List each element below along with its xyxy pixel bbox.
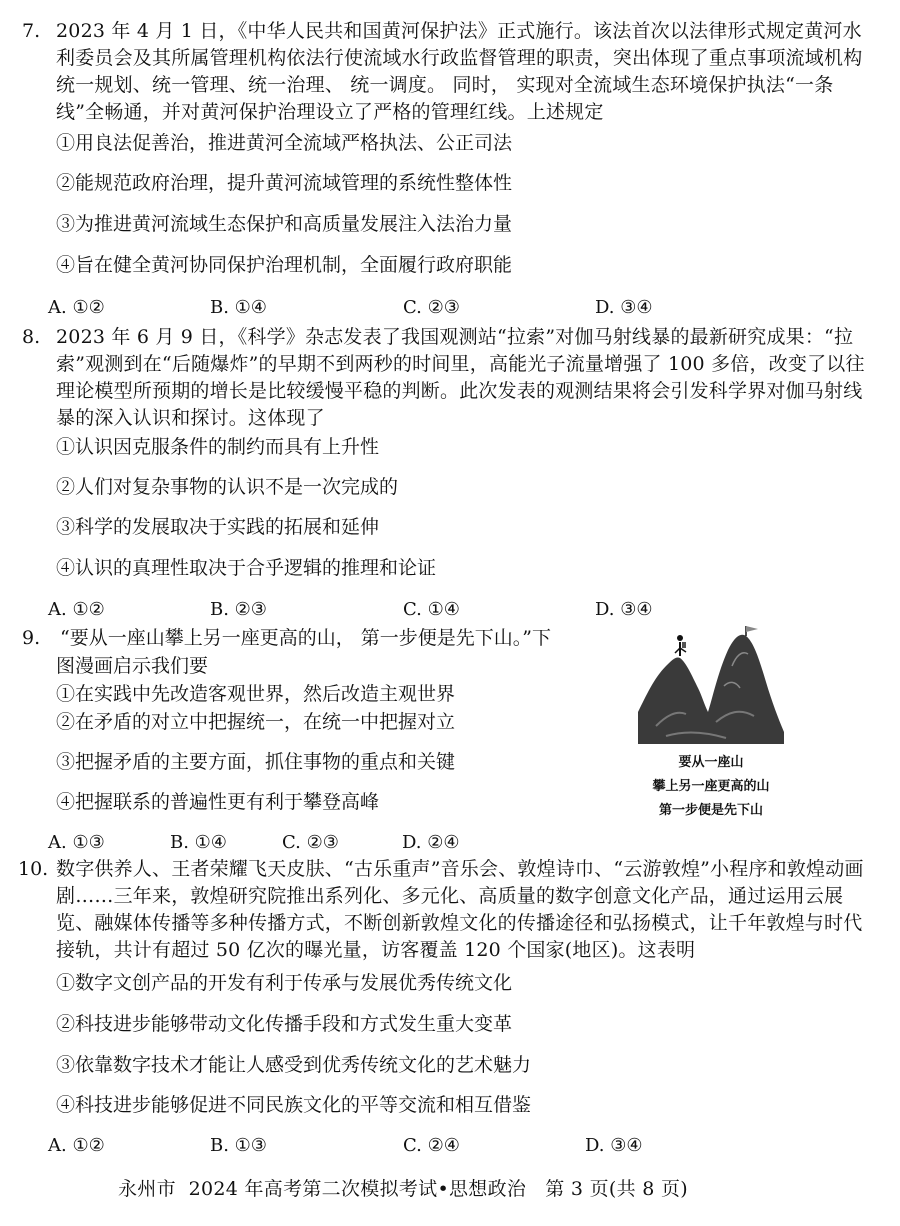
statement-2: ②在矛盾的对立中把握统一，在统一中把握对立 bbox=[56, 711, 456, 733]
choice-a: A. ①② bbox=[48, 297, 105, 318]
statement-3: ③为推进黄河流域生态保护和高质量发展注入法治力量 bbox=[56, 213, 513, 235]
caption-line-3: 第一步便是先下山 bbox=[658, 803, 764, 818]
statement-4: ④旨在健全黄河协同保护治理机制，全面履行政府职能 bbox=[56, 254, 513, 276]
statement-2: ②科技进步能够带动文化传播手段和方式发生重大变革 bbox=[56, 1013, 513, 1035]
statement-3: ③把握矛盾的主要方面，抓住事物的重点和关键 bbox=[56, 751, 456, 773]
statement-4: ④科技进步能够促进不同民族文化的平等交流和相互借鉴 bbox=[56, 1094, 532, 1116]
statement-3: ③科学的发展取决于实践的拓展和延伸 bbox=[56, 516, 380, 538]
cartoon-caption bbox=[652, 754, 769, 818]
choice-b: B. ①③ bbox=[210, 1135, 267, 1156]
choice-b: B. ②③ bbox=[210, 599, 267, 620]
question-number: 7. bbox=[22, 20, 41, 42]
choice-a: A. ①③ bbox=[48, 832, 105, 853]
question-number: 9. bbox=[22, 627, 41, 649]
statement-1: ①数字文创产品的开发有利于传承与发展优秀传统文化 bbox=[56, 972, 513, 994]
choice-b: B. ①④ bbox=[170, 832, 227, 853]
question-stem-line-2: 图漫画启示我们要 bbox=[56, 655, 209, 677]
mountain-illustration bbox=[636, 626, 786, 826]
statement-1: ①认识因克服条件的制约而具有上升性 bbox=[56, 436, 380, 458]
statement-4: ④把握联系的普遍性更有利于攀登高峰 bbox=[56, 791, 380, 813]
question-stem: 2023 年 6 月 9 日，《科学》杂志发表了我国观测站“拉索”对伽马射线暴的最新研究成果：“拉索”观测到在“后随爆炸”的早期不到两秒的时间里，高能光子流量增强了 100 多倍，改变了以往理论模型所预期的增长是比较缓慢平稳的判断。此次发表的观测结果将会引发科学界对伽马射线暴的深入认识和探讨。这体现了 bbox=[56, 326, 865, 429]
question-stem: 数字供养人、王者荣耀飞天皮肤、“古乐重声”音乐会、敦煌诗巾、“云游敦煌”小程序和敦煌动画剧……三年来，敦煌研究院推出系列化、多元化、高质量的数字创意文化产品，通过运用云展览、融媒体传播等多种传播方式，不断创新敦煌文化的传播途径和弘扬模式，让千年敦煌与时代接轨，共计有超过 50 亿次的曝光量，访客覆盖 120 个国家(地区)。这表明 bbox=[56, 858, 864, 961]
mountain-cartoon bbox=[636, 626, 786, 826]
page-footer: 永州市 2024 年高考第二次模拟考试•思想政治 第 3 页(共 8 页) bbox=[118, 1178, 688, 1200]
statement-2: ②人们对复杂事物的认识不是一次完成的 bbox=[56, 476, 399, 498]
choice-d: D. ②④ bbox=[402, 832, 460, 853]
caption-line-2: 攀上另一座更高的山 bbox=[652, 779, 770, 794]
statement-2: ②能规范政府治理，提升黄河流域管理的系统性整体性 bbox=[56, 172, 513, 194]
choice-c: C. ②③ bbox=[403, 297, 460, 318]
choice-b: B. ①④ bbox=[210, 297, 267, 318]
choice-a: A. ①② bbox=[48, 1135, 105, 1156]
statement-4: ④认识的真理性取决于合乎逻辑的推理和论证 bbox=[56, 557, 437, 579]
choice-d: D. ③④ bbox=[585, 1135, 643, 1156]
choice-d: D. ③④ bbox=[595, 599, 653, 620]
choice-c: C. ①④ bbox=[403, 599, 460, 620]
statement-3: ③依靠数字技术才能让人感受到优秀传统文化的艺术魅力 bbox=[56, 1054, 532, 1076]
question-number: 10. bbox=[18, 858, 49, 880]
choice-c: C. ②③ bbox=[282, 832, 339, 853]
question-stem-line-1: “要从一座山攀上另一座更高的山， 第一步便是先下山。”下 bbox=[60, 627, 551, 649]
choice-d: D. ③④ bbox=[595, 297, 653, 318]
question-number: 8. bbox=[22, 326, 41, 348]
question-stem: 2023 年 4 月 1 日，《中华人民共和国黄河保护法》正式施行。该法首次以法律形式规定黄河水利委员会及其所属管理机构依法行使流域水行政监督管理的职责，突出体现了重点事项流域机构统一规划、统一管理、统一治理、 统一调度。 同时， 实现对全流域生态环境保护执法“一条线”全畅通，并对黄河保护治理设立了严格的管理红线。上述规定 bbox=[56, 20, 863, 123]
choice-c: C. ②④ bbox=[403, 1135, 460, 1156]
statement-1: ①在实践中先改造客观世界，然后改造主观世界 bbox=[56, 683, 456, 705]
statement-1: ①用良法促善治，推进黄河全流域严格执法、公正司法 bbox=[56, 132, 513, 154]
caption-line-1: 要从一座山 bbox=[678, 755, 744, 770]
choice-a: A. ①② bbox=[48, 599, 105, 620]
